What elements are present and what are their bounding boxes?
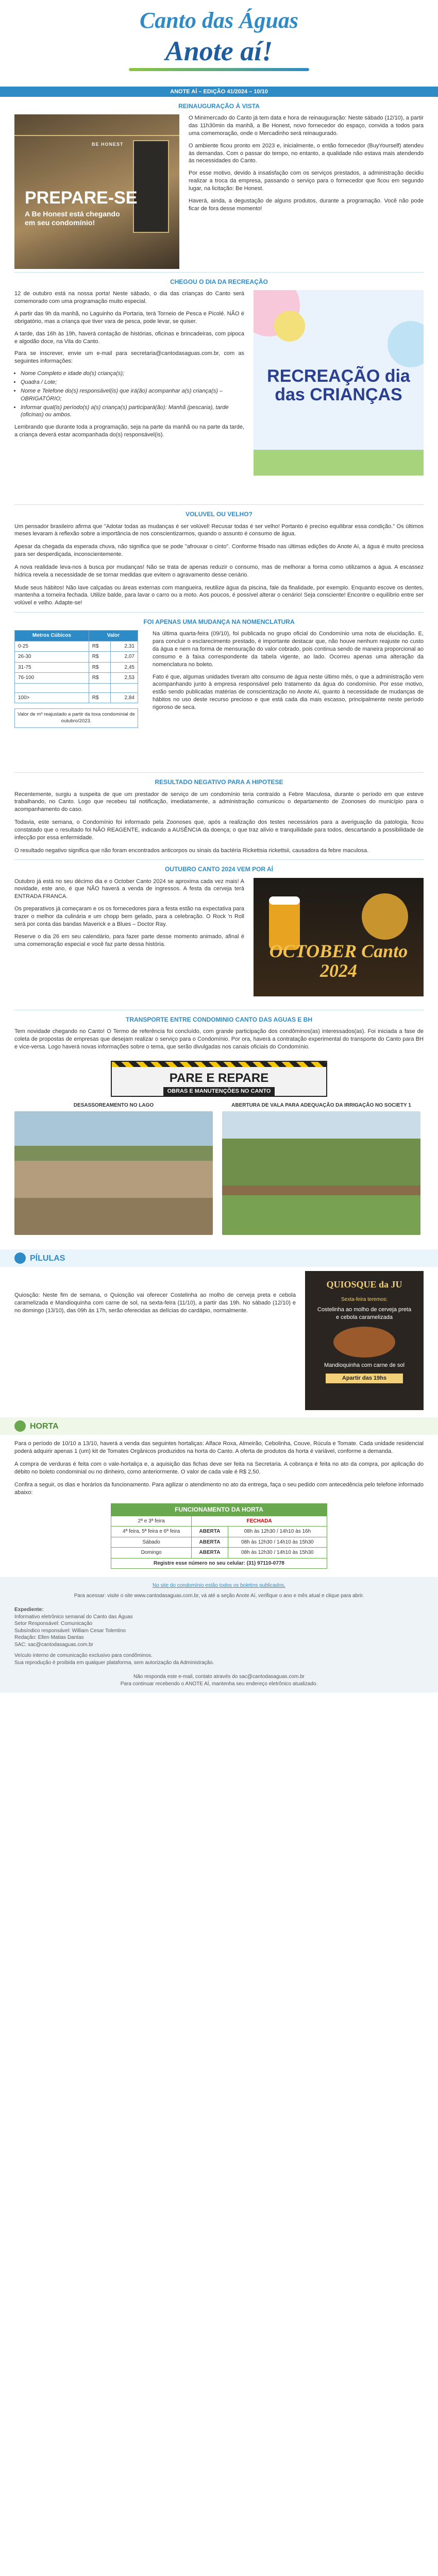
table-row [15, 683, 138, 692]
list-item: • Nome Completo e idade do(s) criança(s); [21, 370, 244, 378]
promo-subtitle: A Be Honest está chegando em seu condomínio! [25, 210, 120, 227]
paragraph: Para se inscrever, envie um e-mail para secretaria@cantodasaguas.com.br, com as seguintes informações: [14, 350, 244, 365]
paragraph: O Minimercado do Canto já tem data e hora de reinauguração: Neste sábado (12/10), a partir das 11h30min da manhã, a Be Honest, novo fornecedor do espaço, convida a todos para uma comemoração, onde o Mercadinho será reinaugurado. [189, 115, 424, 137]
footer-note: Para continuar recebendo o ANOTE AÍ, mantenha seu endereço eletrônico atualizado. [120, 1681, 318, 1687]
promo-heading: PREPARE-SE [25, 188, 138, 208]
paragraph: Fato é que, algumas unidades tiveram alto consumo de água neste último mês, o que a administração vem acompanhando junto à empresa responsável pelo tratamento da água do condomínio. Por esse motivo, estão sendo publicadas matérias de conscientização no Anote Aí, quanto à necessidade de mudanças de hábitos no uso deste recurso precioso e que está cada dia mais escasso, principalmente neste período rigoroso de seca. [153, 673, 424, 710]
horta-band [0, 1417, 438, 1435]
flyer-line: Mandioquinha com carne de sol [324, 1362, 405, 1368]
paragraph: A partir das 9h da manhã, no Laguinho da Portaria, terá Torneio de Pesca e Picolé. NÃO é obrigatório, mas a criança que tiver vara de pesca, pode levar, se quiser. [14, 311, 244, 325]
section-title-resultado: RESULTADO NEGATIVO PARA A HIPOTESE [155, 778, 283, 786]
section-title-voluvel: VOLUVEL OU VELHO? [186, 511, 252, 518]
paragraph: Confira a seguir, os dias e horários da funcionamento. Para agilizar o atendimento no ato da entrega, faça o seu pedido com antecedência pelo telefone informado abaixo: [14, 1481, 424, 1496]
section-title-recreacao: CHEGOU O DIA DA RECREAÇÃO [170, 278, 268, 286]
leaf-icon [14, 1420, 26, 1432]
edition-bar: ANOTE AÍ – EDIÇÃO 41/2024 – 10/10 [0, 87, 438, 97]
paragraph: Recentemente, surgiu a suspeita de que um prestador de serviço de um condomínio teria contraído a Febre Maculosa, durante o período em que esteve trabalhando, no Canto. Logo que recebeu tal notificação, imediatamente, a administração comunicou o departamento de Zoonoses do município para o acompanhamento do caso. [14, 791, 424, 813]
paragraph: Um pensador brasileiro afirma que "Adotar todas as mudanças é ser volúvel! Recusar todas é ser velho! Portanto é preciso equilibrar essa condição." Os últimos meses levaram à reflexão sobre a importância de nos conscientizarmos, quando o assunto é consumo de água. [14, 523, 424, 537]
table-row: Domingo ABERTA 08h às 12h30 / 14h10 às 15h30 [111, 1548, 327, 1558]
table-row: 100> R$ 2,84 [15, 692, 138, 703]
paragraph: Mude seus hábitos! Não lave calçadas ou áreas externas com mangueira, reutilize água da piscina, fale da finalidade, por exemplo. Enquanto escove os dentes, mantenha a torneira fechada. Utilize balde, para lavar o carro ou a moto. Aos poucos, é possível alterar o cenário! Seja consciente! Encontre o equilíbrio entre ser volúvel e velho. Adapte-se! [14, 584, 424, 606]
paragraph: A tarde, das 16h às 19h, haverá contação de histórias, oficinas e brincadeiras, com pipoca e algodão doce, na Vila do Canto. [14, 330, 244, 345]
brand-name: Canto das Águas [139, 8, 299, 33]
expediente-line: Subsíndico responsável: William Cesar Tolentino [14, 1628, 126, 1634]
photo-caption: DESASSOREAMENTO NO LAGO [73, 1103, 154, 1109]
horta-label: HORTA [30, 1421, 59, 1431]
table-row: 2ª e 3ª feira FECHADA [111, 1516, 327, 1527]
pill-icon [14, 1252, 26, 1264]
table-title: FUNCIONAMENTO DA HORTA [111, 1504, 327, 1516]
paragraph: Reserve o dia 26 em seu calendário, para fazer parte desse momento animado, afinal é uma comemoração especial e você faz parte dessa história. [14, 933, 244, 947]
table-caption: Valor de m³ reajustado a partir da toxa condominial de outubro/2023. [14, 708, 138, 728]
table-footer: Registre esse número no seu celular: (31) 97110-0778 [111, 1558, 327, 1569]
expediente-line: Sua reprodução é proibida em qualquer plataforma, sem autorização da Administração. [14, 1659, 214, 1666]
be-honest-image [14, 114, 179, 269]
flyer-line: Sexta-feira teremos: [341, 1296, 388, 1302]
section-title-october: OUTUBRO CANTO 2024 VEM POR AÍ [164, 866, 274, 873]
section-title-nomenclatura: FOI APENAS UMA MUDANÇA NA NOMENCLATURA [143, 618, 295, 626]
table-row: 26-30 R$ 2,07 [15, 652, 138, 663]
section-title-reinauguracao: REINAUGURAÇÃO À VISTA [178, 103, 260, 110]
obras-banner-subtitle: OBRAS E MANUTENÇÕES NO CANTO [163, 1087, 275, 1096]
pilulas-band [0, 1249, 438, 1267]
footer-instruction: Para acessar: visite o site www.cantodasaguas.com.br, vá até a seção Anote Aí, verifique o ano e mês atual e clique para abrir. [74, 1592, 364, 1599]
paragraph: Lembrando que durante toda a programação, seja na parte da manhã ou na parte da tarde, a criança deverá estar acompanhada do(s) responsável(is). [14, 424, 244, 438]
paragraph: Quiosção: Neste fim de semana, o Quiosção vai oferecer Costelinha ao molho de cerveja preta e cebola caramelizada e Mandioquinha com carne de sol, na sexta-feira (11/10), a partir das 19h. No sábado (12/10) e no domingo (13/10), das 09h às 17h, serão oferecidas as delícias do cardápio, normalmente. [14, 1292, 296, 1314]
paragraph: O ambiente ficou pronto em 2023 e, inicialmente, o então fornecedor (BuyYourself) atendeu às demandas. Com o passar do tempo, no entanto, a qualidade não estava mais atendendo às necessidades do Canto. [189, 142, 424, 164]
obras-banner-title: PARE E REPARE [169, 1071, 269, 1086]
quiosque-title: QUIOSQUE da JU [326, 1279, 402, 1290]
table-row: 4ª feira, 5ª feira e 6ª feira ABERTA 08h às 12h30 / 14h10 às 16h [111, 1527, 327, 1537]
section-title-transporte: TRANSPORTE ENTRE CONDOMINIO CANTO DAS AGUAS E BH [125, 1015, 312, 1023]
recreacao-title: RECREAÇÃO dia das CRIANÇAS [267, 366, 410, 405]
paragraph: Apesar da chegada da esperada chuva, não significa que se pode "afrouxar o cinto". Conforme frisado nas últimas edições do Anote Aí, a água é muito preciosa para ser desperdiçada, inconscientemente. [14, 544, 424, 558]
horta-hours-table [111, 1503, 327, 1569]
quiosque-flyer [305, 1271, 424, 1410]
obras-banner [111, 1061, 327, 1097]
table-row: 31-75 R$ 2,45 [15, 662, 138, 673]
october-title: OCTOBER Canto 2024 [269, 941, 408, 981]
photo-caption: ABERTURA DE VALA PARA ADEQUAÇÃO DA IRRIGAÇÃO NO SOCIETY 1 [231, 1103, 411, 1109]
expediente-title: Expediente: [14, 1607, 44, 1613]
sac-email[interactable]: SAC: sac@cantodasaguas.com.br [14, 1641, 94, 1648]
flyer-line: Costelinha ao molho de cerveja preta e cebola caramelizada [317, 1307, 412, 1320]
masthead-wave-decoration [129, 68, 309, 71]
signup-requirements-list [21, 370, 244, 419]
expediente-line: Setor Responsável: Comunicação [14, 1621, 93, 1627]
site-link[interactable]: No site do condomínio estão todos os boletins publicados. [153, 1583, 285, 1589]
table-row: 76-100 R$ 2,53 [15, 673, 138, 684]
expediente-line: Veículo interno de comunicação exclusivo para condôminos. [14, 1653, 153, 1659]
list-item: • Informar qual(is) período(s) a(s) criança(s) participará(ão): Manhã (pescaria), tarde (oficinas) ou ambos. [21, 404, 244, 419]
flyer-line: Apartir das 19hs [326, 1374, 403, 1383]
paragraph: Os preparativos já começaram e os os fornecedores para a festa estão na expectativa para trazer o melhor da culinária e um chopp bem gelado, para a celebração. O Rock 'n Roll será por conta das bandas Maverick e a Blues – Doctor Ray. [14, 906, 244, 927]
paragraph: A nova realidade leva-nos à busca por mudanças! Não se trata de apenas reduzir o consumo, mas de melhorar a forma como utilizamos a água. A escassez hídrica revela a necessidade de se tornar medidas que evitem o agravamento desse cenário. [14, 564, 424, 578]
paragraph: O resultado negativo significa que não foram encontrados anticorpos ou sinais da bactéria Rickettsia rickettsii, causadora da febre maculosa. [14, 847, 369, 854]
recreacao-image [254, 290, 424, 476]
list-item: • Nome e Telefone do(s) responsável(is) que irá(ão) acompanhar a(s) criança(s) – OBRIGATÓRIO; [21, 387, 244, 403]
paragraph: Por esse motivo, devido à insatisfação com os serviços prestados, a administração decidiu realizar a troca da empresa, passando o serviço para o fornecedor que ficou em segundo lugar, na licitação: Be Honest. [189, 170, 424, 192]
masthead [0, 0, 438, 87]
be-honest-logo: BE HONEST [92, 142, 124, 147]
expediente-line: Redação: Ellen Matias Dantas [14, 1635, 84, 1641]
table-row: 0-25 R$ 2,31 [15, 641, 138, 652]
water-price-table [14, 630, 138, 703]
pilulas-label: PÍLULAS [30, 1253, 65, 1263]
paragraph: Tem novidade chegando no Canto! O Termo de referência foi concluído, com grande participação dos condôminos(as) interessados(as). Foi iniciada a fase de coleta de propostas de empresas que desejam realizar o serviço para o Condomínio. Por ora, haverá a contratação experimental do transporte do Canto para BH e vice-versa. Logo haverá novas informações sobre o tema, que serão divulgadas nos canais oficiais do Condomínio. [14, 1028, 424, 1050]
paragraph: Todavia, este semana, o Condomínio foi informado pela Zoonoses que, após a realização dos testes necessários para a averiguação da patologia, ficou constatado que o resultado foi NÃO REAGENTE, indicando a AUSÊNCIA da doença; o que traz alívio e tranquilidade para todos, descartando a possibilidade de infecção por essa enfermidade. [14, 819, 424, 841]
table-header: Valor [89, 631, 138, 641]
paragraph: Haverá, ainda, a degustação de alguns produtos, durante a programação. Você não pode ficar de fora desse momento! [189, 197, 424, 212]
expediente-line: Informativo eletrônico semanal do Canto das Águas [14, 1614, 133, 1620]
paragraph: Para o período de 10/10 a 13/10, haverá a venda das seguintes hortaliças: Alface Roxa, Almeirão, Cebolinha, Couve, Rúcula e Tomate. Cada unidade residencial poderá adquirir apenas 1 (um) kit de Tomates Orgânicos produzidos na horta do Canto. A oferta de produtos da horta é variável, conforme a demanda. [14, 1440, 424, 1455]
footer-note: Não responda este e-mail, contato através do sac@cantodasaguas.com.br [133, 1674, 305, 1680]
list-item: • Quadra / Lote; [21, 379, 244, 386]
irrigation-trench-photo [222, 1111, 420, 1235]
table-header: Metros Cúbicos [15, 631, 89, 641]
paragraph: A compra de verduras é feita com o vale-hortaliça e, a aquisição das fichas deve ser feita na Secretaria. A cobrança é feita no ato da compra, por aplicação do débito no boleto condominial ou no dinheiro, como anteriormente. O valor de cada vale é R$ 2,50. [14, 1461, 424, 1475]
footer [0, 1577, 438, 1692]
paragraph: Outubro já está no seu décimo dia e o October Canto 2024 se aproxima cada vez mais! A novidade, este ano, é que NÃO haverá a venda de ingressos. A festa da cerveja terá ENTRADA FRANCA. [14, 878, 244, 900]
lake-dredging-photo [14, 1111, 213, 1235]
brand-tagline: Anote aí! [165, 36, 273, 67]
paragraph: Na última quarta-feira (09/10), foi publicada no grupo oficial do Condomínio uma nota de elucidação. E, para concluir o esclarecimento prestado, é importante destacar que, não houve nenhum reajuste no custo da água e nem na forma de mensuração do valor cobrado, pois continua sendo de maneira proporcional ao consumo e à faixa correspondente da tabela vigente, ao lado. Ocorreu apenas uma alteração da nomenclatura no boleto. [153, 631, 424, 668]
october-canto-image [254, 878, 424, 996]
table-row: Sábado ABERTA 08h às 12h30 / 14h10 às 15h30 [111, 1537, 327, 1548]
paragraph: 12 de outubro está na nossa porta! Neste sábado, o dia das crianças do Canto será comemorado com uma programação muito especial. [14, 291, 244, 305]
